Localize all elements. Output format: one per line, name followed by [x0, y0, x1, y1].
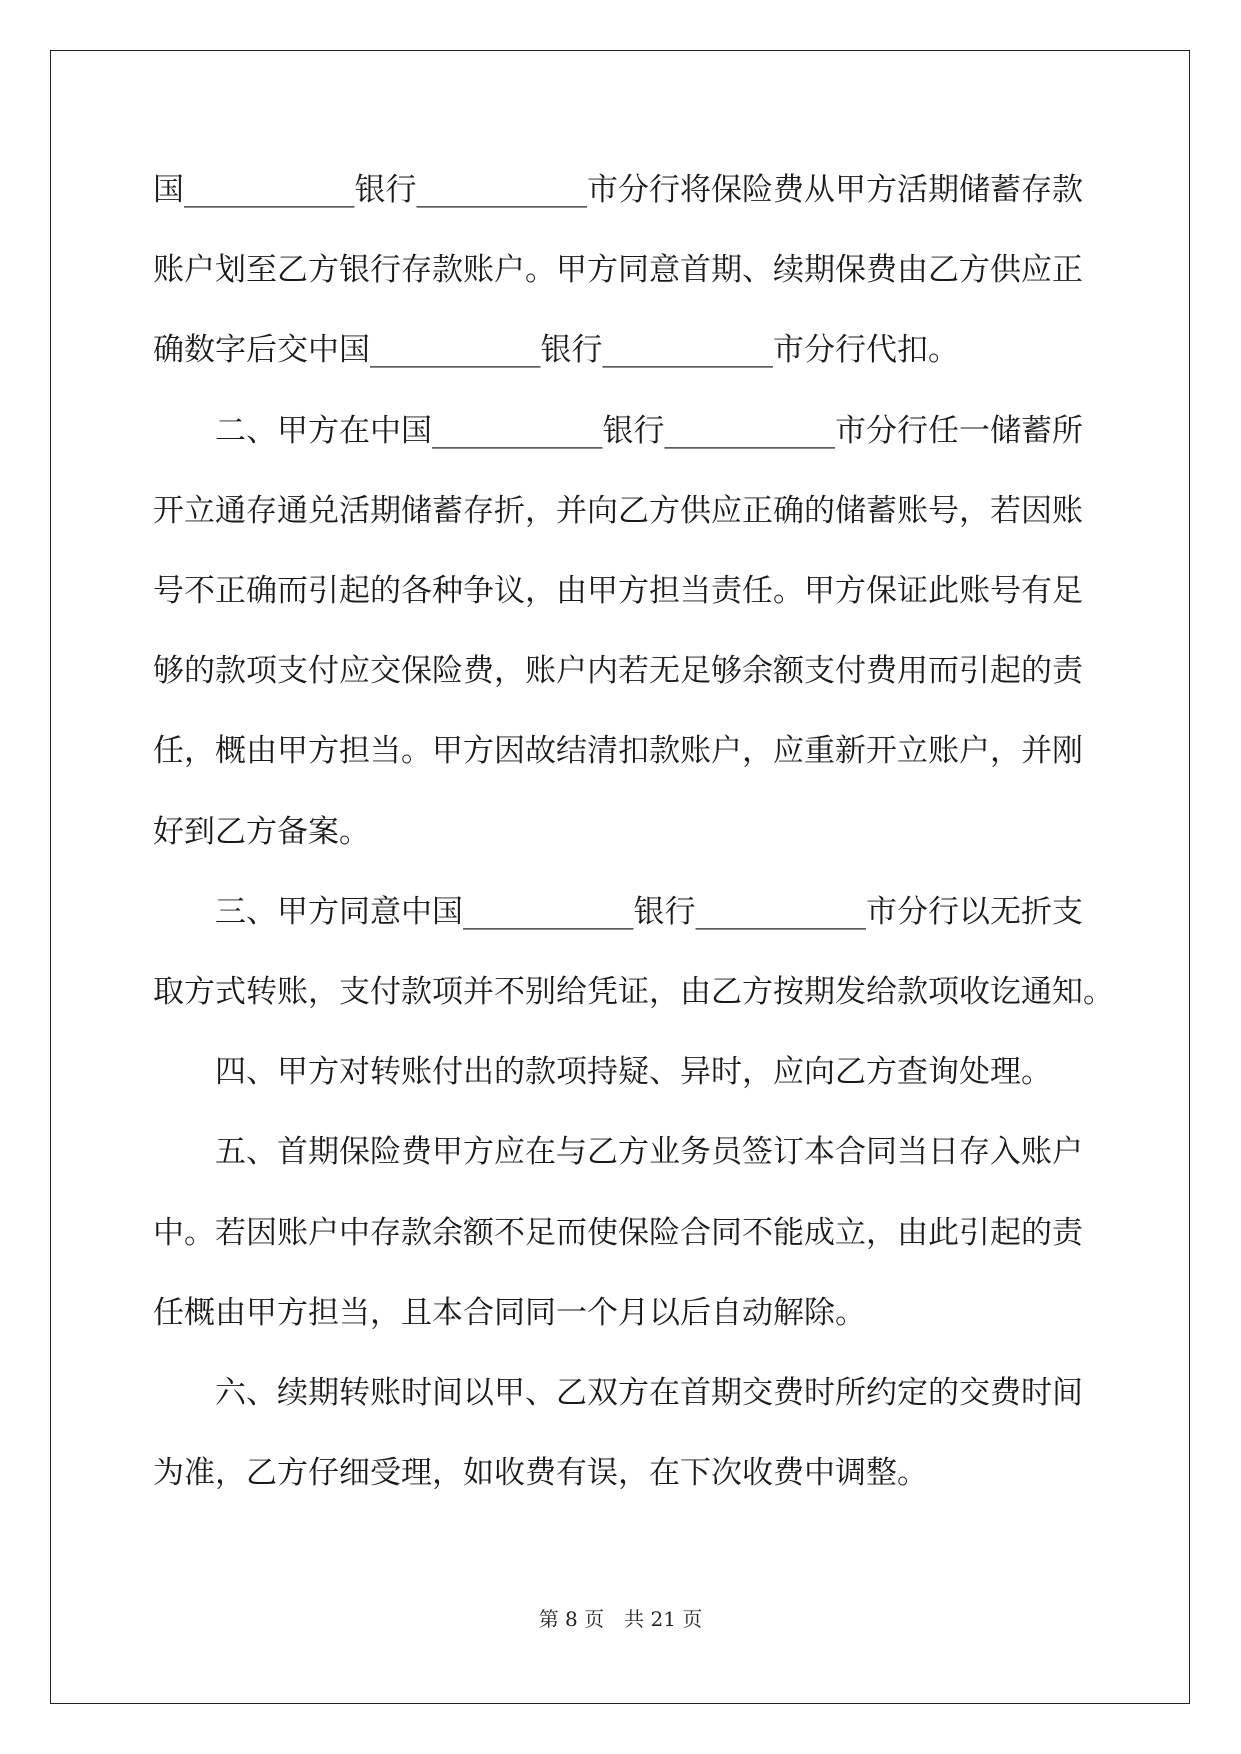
body-line: 为准，乙方仔细受理，如收费有误，在下次收费中调整。 — [153, 1455, 928, 1491]
body-line: 好到乙方备案。 — [153, 814, 370, 850]
body-line: 二、甲方在中国___________银行___________市分行任一储蓄所 — [153, 413, 1083, 449]
body-line: 国___________银行___________市分行将保险费从甲方活期储蓄存款 — [153, 172, 1083, 208]
body-line: 任概由甲方担当，且本合同同一个月以后自动解除。 — [153, 1295, 866, 1331]
body-line: 任，概由甲方担当。甲方因故结清扣款账户，应重新开立账户，并刚 — [153, 733, 1083, 769]
body-line: 够的款项支付应交保险费，账户内若无足够余额支付费用而引起的责 — [153, 653, 1083, 689]
body-line: 号不正确而引起的各种争议，由甲方担当责任。甲方保证此账号有足 — [153, 573, 1083, 609]
body-line: 六、续期转账时间以甲、乙双方在首期交费时所约定的交费时间 — [153, 1375, 1083, 1411]
body-line: 五、首期保险费甲方应在与乙方业务员签订本合同当日存入账户 — [153, 1134, 1083, 1170]
body-line: 中。若因账户中存款余额不足而使保险合同不能成立，由此引起的责 — [153, 1215, 1083, 1251]
body-line: 四、甲方对转账付出的款项持疑、异时，应向乙方查询处理。 — [153, 1054, 1052, 1090]
body-line: 确数字后交中国___________银行___________市分行代扣。 — [153, 332, 959, 368]
body-line: 开立通存通兑活期储蓄存折，并向乙方供应正确的储蓄账号，若因账 — [153, 493, 1083, 529]
page-number-footer: 第 8 页 共 21 页 — [538, 1607, 703, 1631]
body-line: 三、甲方同意中国___________银行___________市分行以无折支 — [153, 894, 1083, 930]
body-line: 账户划至乙方银行存款账户。甲方同意首期、续期保费由乙方供应正 — [153, 252, 1083, 288]
body-line: 取方式转账，支付款项并不别给凭证，由乙方按期发给款项收讫通知。 — [153, 974, 1114, 1010]
